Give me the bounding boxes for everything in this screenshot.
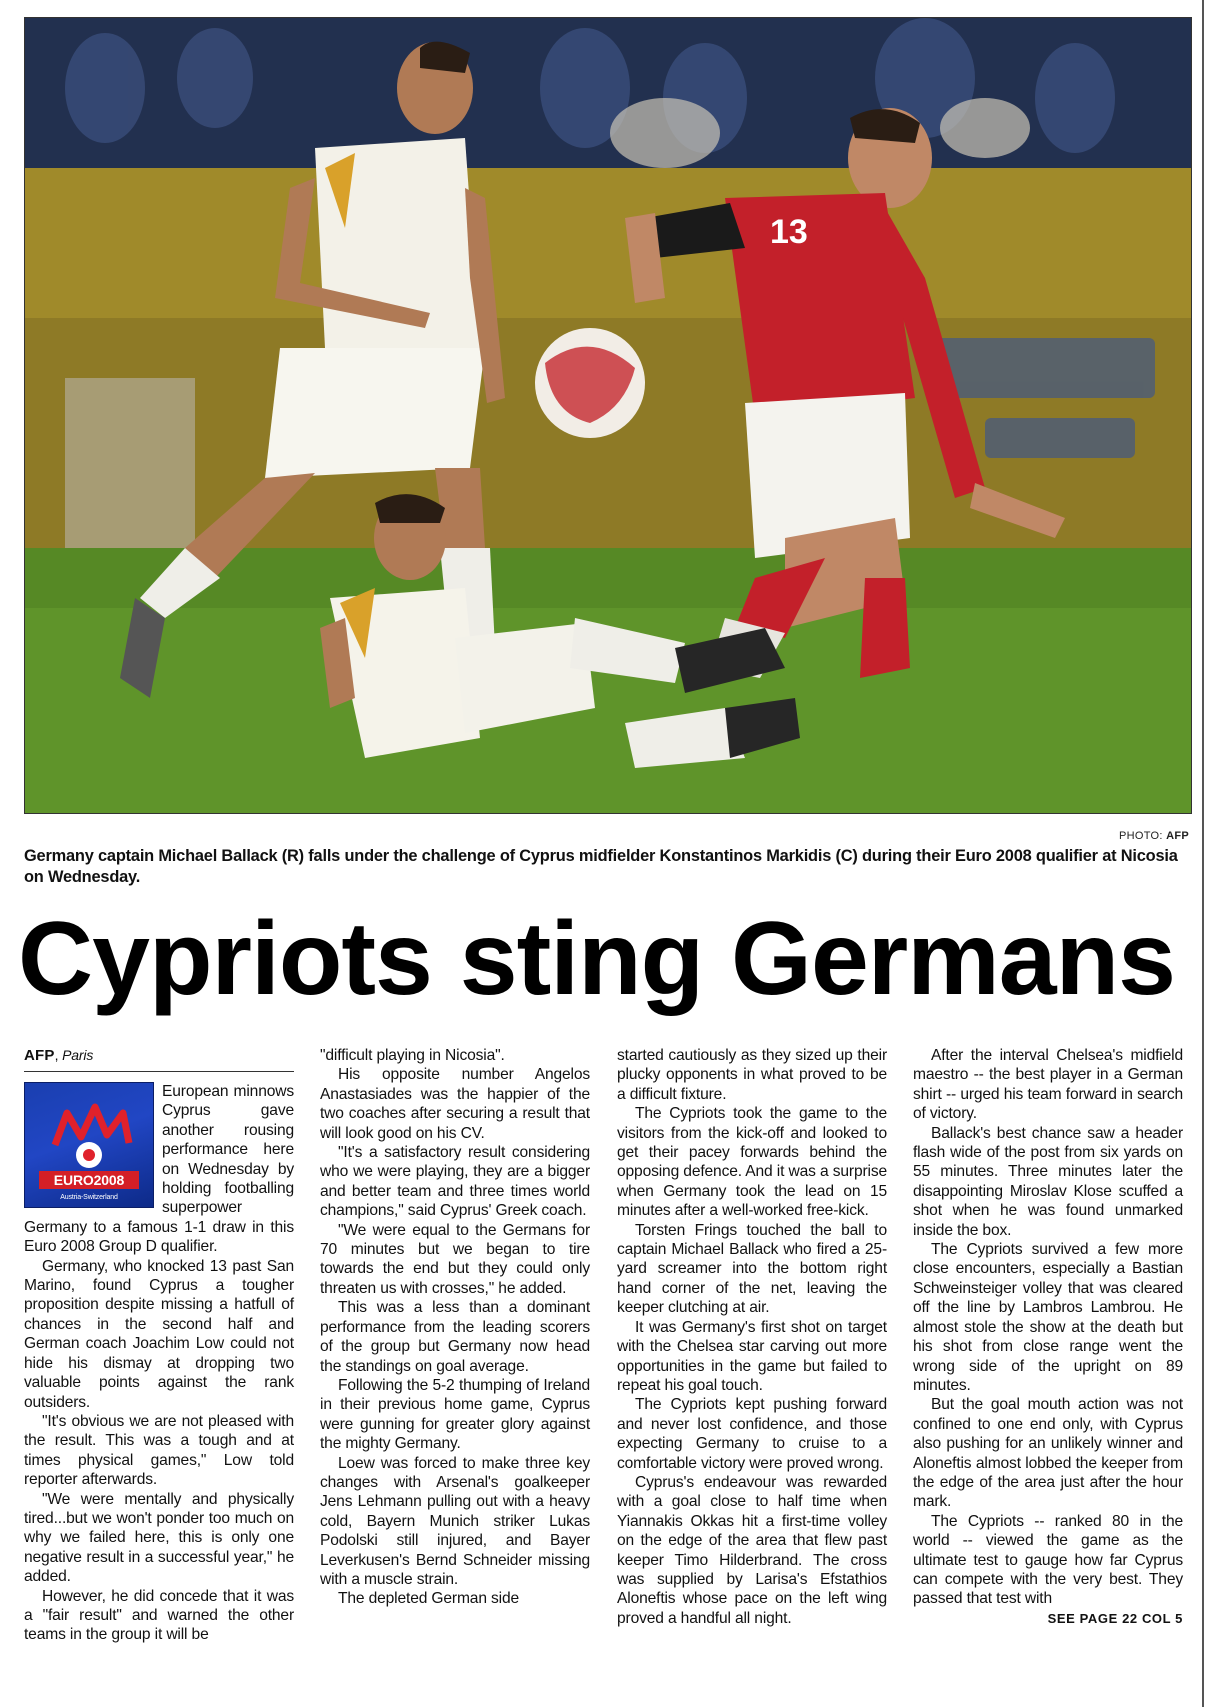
headline: Cypriots sting Germans: [18, 901, 1175, 1017]
paragraph: "We were equal to the Germans for 70 minutes but we began to tire towards the end but they could only threaten us with crosses," he added.: [320, 1221, 590, 1297]
paragraph: The Cypriots took the game to the visitors from the kick-off and looked to get their pacey forwards behind the opposing defence. And it was a surprise when Germany took the lead on 15 minutes after a well-worked free-kick.: [617, 1105, 887, 1220]
byline-source: AFP: [24, 1047, 55, 1064]
photo-credit: [1119, 830, 1189, 842]
page-edge-rule: [1202, 0, 1204, 1707]
continued-link[interactable]: SEE PAGE 22 COL 5: [1047, 1610, 1183, 1626]
paragraph: Ballack's best chance saw a header flash wide of the post from six yards on 55 minutes. Three minutes later the disappointing Miroslav Klose scuffed a shot when he was found unmarked inside the box.: [913, 1124, 1183, 1239]
paragraph: Loew was forced to make three key changes with Arsenal's goalkeeper Jens Lehmann pulling out with a heavy cold, Bayern Munich striker Lukas Podolski still injured, and Bayer Leverkusen's Bernd Schneider missing with a muscle strain.: [320, 1454, 590, 1588]
column-4: [913, 1046, 1183, 1628]
paragraph: "difficult playing in Nicosia".: [320, 1047, 505, 1064]
paragraph: started cautiously as they sized up their plucky opponents in what proved to be a difficult fixture.: [617, 1047, 887, 1103]
photo-credit-agency: AFP: [1166, 830, 1189, 842]
paragraph: European minnows Cyprus gave another rousing performance here on Wednesday by holding footballing superpower Germany to a famous 1-1 draw in this Euro 2008 Group D qualifier.: [24, 1083, 294, 1256]
match-photo-illustration: [25, 18, 1191, 813]
byline: AFP, Paris: [24, 1046, 294, 1072]
column-3: [617, 1046, 887, 1628]
column-1: [24, 1046, 294, 1645]
paragraph: Torsten Frings touched the ball to captain Michael Ballack who fired a 25-yard screamer into the bottom right hand corner of the net, leaving the keeper clutching at air.: [617, 1221, 887, 1317]
paragraph: His opposite number Angelos Anastasiades was the happier of the two coaches after securing a result that will look good on his CV.: [320, 1066, 590, 1142]
svg-text:13: 13: [770, 213, 808, 251]
photo-caption: Germany captain Michael Ballack (R) falls under the challenge of Cyprus midfielder Konstantinos Markidis (C) during their Euro 2008 qualifier at Nicosia on Wednesday.: [24, 847, 1178, 886]
svg-text:Austria-Switzerland: Austria-Switzerland: [60, 1194, 118, 1201]
paragraph: "We were mentally and physically tired...but we won't ponder too much on why we failed here, this is only one negative result in a successful year," he added.: [24, 1490, 294, 1586]
paragraph: "It's a satisfactory result considering who we were playing, they are a bigger and better team and three times world champions," said Cyprus' Greek coach.: [320, 1144, 590, 1220]
svg-text:EURO2008: EURO2008: [53, 1172, 125, 1188]
paragraph: The Cypriots -- ranked 80 in the world -- viewed the game as the ultimate test to gauge how far Cyprus can compete with the very best. They passed that test with: [913, 1512, 1183, 1608]
paragraph: However, he did concede that it was a "fair result" and warned the other teams in the group it will be: [24, 1587, 294, 1644]
paragraph: The Cypriots survived a few more close encounters, especially a Bastian Schweinsteiger volley that was cleared off the line by Lambros Lambrou. He almost stole the show at the death but his shot from close range went the wrong side of the upright on 89 minutes.: [913, 1241, 1183, 1394]
paragraph: The Cypriots kept pushing forward and never lost confidence, and those expecting Germany to cruise to a comfortable victory were proved wrong.: [617, 1396, 887, 1472]
byline-location: Paris: [62, 1047, 94, 1063]
photo-credit-prefix: PHOTO:: [1118, 830, 1163, 842]
paragraph: This was a less than a dominant performance from the leading scorers of the group but Germany now head the standings on goal average.: [320, 1299, 590, 1375]
paragraph: After the interval Chelsea's midfield maestro -- the best player in a German shirt -- urged his team forward in search of victory.: [913, 1047, 1183, 1123]
paragraph: Cyprus's endeavour was rewarded with a goal close to half time when Yiannakis Okkas hit a first-time volley on the edge of the area that flew past keeper Timo Hilderbrand. The cross was supplied by Larisa's Efstathios Aloneftis whose pace on the left wing proved a handful all night.: [617, 1473, 887, 1627]
euro-2008-logo: [24, 1082, 154, 1208]
paragraph: It was Germany's first shot on target with the Chelsea star carving out more opportunities in the game but failed to repeat his goal touch.: [617, 1318, 887, 1394]
paragraph: But the goal mouth action was not confined to one end only, with Cyprus also pushing for an unlikely winner and Aloneftis almost lobbed the keeper from the edge of the area just after the hour mark.: [913, 1396, 1183, 1511]
column-2: [320, 1046, 590, 1609]
match-photo: [24, 17, 1192, 814]
paragraph: Germany, who knocked 13 past San Marino, found Cyprus a tougher proposition despite missing a hatfull of chances in the second half and German coach Joachim Low could not hide his dismay at dropping two valuable points against the rank outsiders.: [24, 1257, 294, 1411]
paragraph: "It's obvious we are not pleased with the result. This was a tough and at times physical games," Low told reporter afterwards.: [24, 1412, 294, 1489]
paragraph: The depleted German side: [338, 1590, 520, 1608]
euro-2008-logo-icon: [25, 1083, 153, 1207]
paragraph: Following the 5-2 thumping of Ireland in their previous home game, Cyprus were gunning for greater glory against the mighty Germany.: [320, 1376, 590, 1453]
